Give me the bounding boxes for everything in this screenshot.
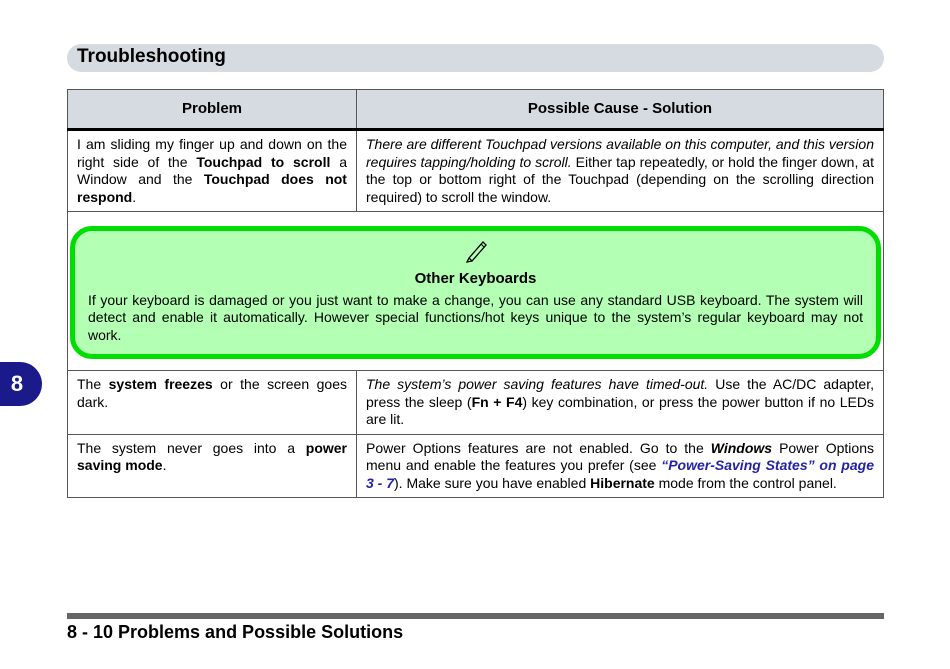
solution-cell: The system’s power saving features have timed-out. Use the AC/DC adapter, press the sleep (Fn + F4) key combination, or press the power button if no LEDs are lit.	[357, 371, 884, 435]
table-row	[68, 371, 884, 435]
chapter-tab: 8	[0, 362, 42, 406]
footer-title: 8 - 10 Problems and Possible Solutions	[67, 622, 404, 642]
solution-cell: Power Options features are not enabled. Go to the Windows Power Options menu and enable the features you prefer (see “Power-Saving States” on page 3 - 7). Make sure you have enabled Hibernate mode from the control panel.	[357, 434, 884, 498]
footer-divider	[67, 613, 884, 619]
problem-cell: I am sliding my finger up and down on the right side of the Touchpad to scroll a Window and the Touchpad does not respond.	[68, 130, 357, 212]
table-row	[68, 130, 884, 212]
troubleshooting-table	[67, 89, 884, 498]
note-title: Other Keyboards	[414, 270, 537, 287]
note-box	[70, 226, 881, 359]
pencil-icon	[463, 237, 489, 263]
table-row-note	[68, 212, 884, 371]
solution-cell: There are different Touchpad versions available on this computer, and this version requires tapping/holding to scroll. Either tap repeatedly, or hold the finger down, at the top or bottom right of the Touchpad (depending on the scrolling direction required) to scroll the window.	[357, 130, 884, 212]
problem-cell: The system never goes into a power saving mode.	[68, 434, 357, 498]
page-header-bar	[67, 44, 884, 72]
header-problem: Problem	[68, 90, 357, 130]
note-body: If your keyboard is damaged or you just want to make a change, you can use any standard USB keyboard. The system will detect and enable it automatically. However special functions/hot keys unique to the system’s regular keyboard may not work.	[88, 291, 863, 343]
power-saving-link[interactable]: “Power-Saving States” on page 3 - 7	[366, 457, 874, 491]
table-row	[68, 434, 884, 498]
problem-cell: The system freezes or the screen goes dark.	[68, 371, 357, 435]
note-cell	[68, 212, 884, 371]
table-header-row	[68, 90, 884, 130]
page-header-title: Troubleshooting	[77, 46, 226, 67]
header-solution: Possible Cause - Solution	[357, 90, 884, 130]
